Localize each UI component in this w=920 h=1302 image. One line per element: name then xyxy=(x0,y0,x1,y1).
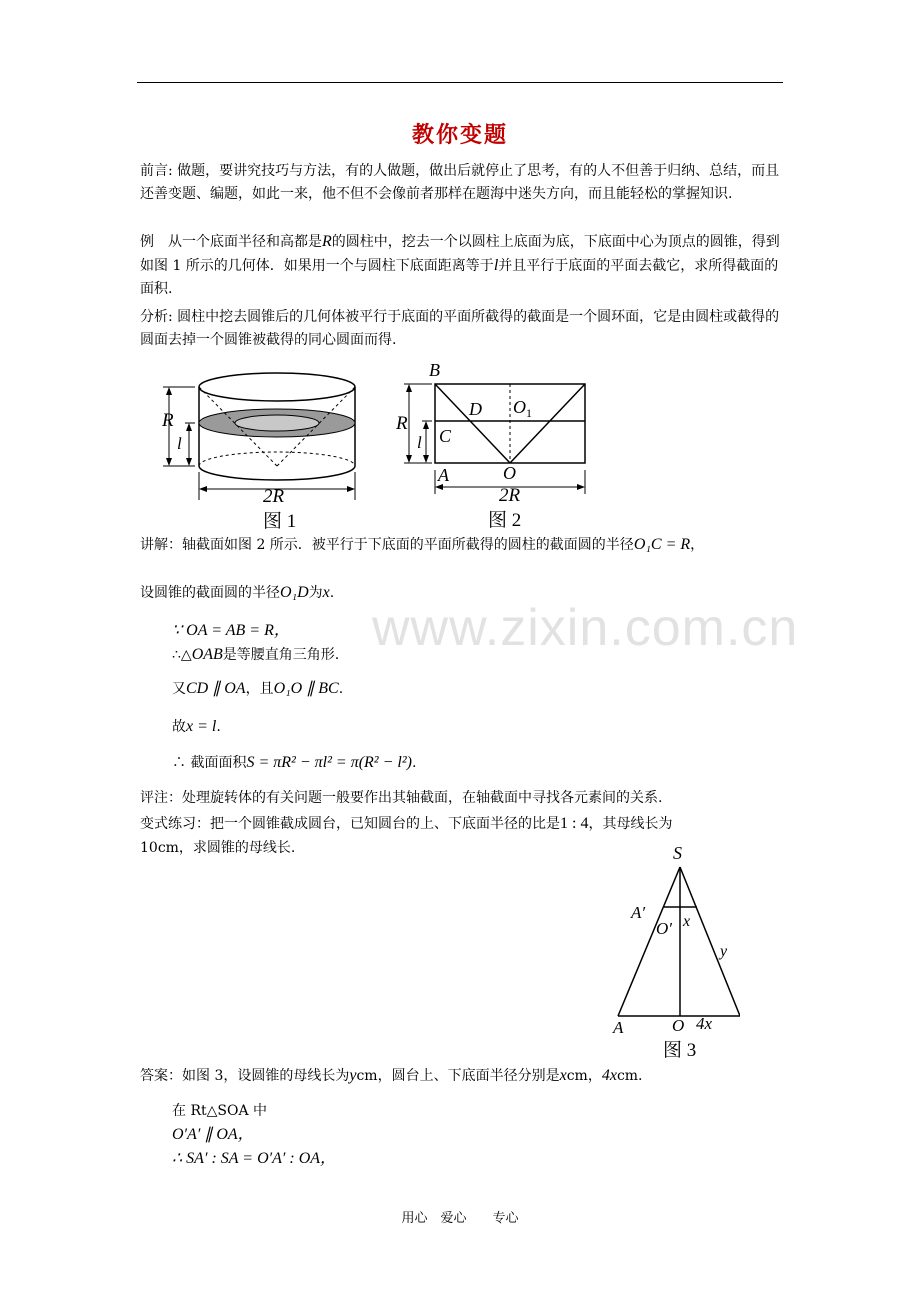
step-4-pre: 故 xyxy=(172,719,186,735)
explain-x: x xyxy=(322,584,330,601)
fig1-R-label: R xyxy=(162,410,174,431)
fig2-A-label: A xyxy=(438,465,449,485)
fig2-O-label: O xyxy=(503,463,516,483)
example-l: l xyxy=(493,257,499,274)
step-2-math: OAB xyxy=(191,646,223,663)
rt-line-3-math: ∴ SA′ : SA = O′A′ : OA， xyxy=(172,1150,337,1167)
explain-text-2b: 为 xyxy=(308,585,323,601)
example-text-1: 例 从一个底面半径和高都是 xyxy=(140,234,322,250)
step-4: 故x = l. xyxy=(172,718,221,735)
fig1-caption: 图 1 xyxy=(263,511,297,532)
fig3-y-label: y xyxy=(720,943,728,960)
page-title: 教你变题 xyxy=(411,122,508,148)
explain-math-1: O₁C = R xyxy=(633,536,691,553)
step-2 xyxy=(172,644,339,666)
fig3-caption: 图 3 xyxy=(663,1040,697,1061)
step-4-math: x = l xyxy=(186,718,217,735)
answer-y: y xyxy=(349,1067,357,1084)
rt-line-3 xyxy=(172,1148,336,1170)
fig1-l-label: l xyxy=(177,434,182,453)
fig2-base-label: 2R xyxy=(499,485,521,506)
explain-line-2: 设圆锥的截面圆的半径O₁D为x. xyxy=(140,584,335,601)
fig3-A-prime-label: A′ xyxy=(631,903,646,922)
header-rule xyxy=(137,82,783,83)
answer-mid-1: cm，圆台上、下底面半径分别是 xyxy=(356,1068,560,1084)
step-3-math-2: O₁O ∥ BC xyxy=(273,680,339,697)
fig2-caption: 图 2 xyxy=(488,510,522,531)
example-text-2: 的圆柱中，挖去一个以圆柱上底面为底，下底面中心为顶点的圆锥，得到如图 1 所示的几何体．如果用一个与圆柱下底面距离等于 xyxy=(140,234,780,274)
variant-text-2: ，其母线长为 xyxy=(588,816,673,832)
step-3-pre: 又 xyxy=(172,681,186,697)
example-paragraph xyxy=(140,230,790,301)
fig2-O1-subscript: 1 xyxy=(526,406,532,420)
fig1-base-label: 2R xyxy=(263,486,285,507)
fig2-R-label: R xyxy=(396,413,408,434)
fig3-x-label: x xyxy=(683,913,691,930)
rt-line-2 xyxy=(172,1124,254,1146)
explain-line-1: 讲解：轴截面如图 2 所示．被平行于下底面的平面所截得的圆柱的截面圆的半径O₁C = R， xyxy=(140,536,705,553)
answer-end: cm. xyxy=(616,1068,643,1084)
fig2-O1-letter: O xyxy=(513,397,526,417)
figure-3 xyxy=(600,840,740,1062)
fig3-S-label: S xyxy=(673,843,682,863)
analysis-paragraph: 分析: 圆柱中挖去圆锥后的几何体被平行于底面的平面所截得的截面是一个圆环面，它是由圆柱或截得的圆面去掉一个圆锥被截得的同心圆面而得. xyxy=(140,309,780,348)
figure-1 xyxy=(155,368,365,534)
explain-text-2: 设圆锥的截面圆的半径 xyxy=(140,585,280,601)
example-text-3: 并且平行于底面的平面去截它，求所得截面的面积. xyxy=(140,258,779,297)
fig3-O-label: O xyxy=(672,1016,685,1035)
fig3-A-label: A xyxy=(613,1018,624,1037)
variant-text: 变式练习：把一个圆锥截成圆台，已知圆台的上、下底面半径的比是 xyxy=(140,816,560,832)
step-2-pre: ∴△ xyxy=(172,647,192,663)
answer-line xyxy=(140,1065,643,1087)
fig2-C-label: C xyxy=(439,426,452,446)
example-R: R xyxy=(322,233,332,250)
step-5: ∴ 截面面积S = πR² − πl² = π(R² − l²). xyxy=(172,754,417,771)
fig2-D-label: D xyxy=(469,399,482,419)
step-5-math: S = πR² − πl² = π(R² − l²) xyxy=(246,754,412,771)
watermark: www.zixin.com.cn xyxy=(372,599,799,657)
step-1 xyxy=(172,620,290,642)
step-5-pre: ∴ 截面面积 xyxy=(172,755,247,771)
fig2-O1-label xyxy=(513,397,532,420)
preface-paragraph: 前言: 做题，要讲究技巧与方法，有的人做题，做出后就停止了思考，有的人不但善于归纳、总结，而且还善变题、编题，如此一来，他不但不会像前者那样在题海中迷失方向，而且能轻松的掌握知识. xyxy=(140,163,780,202)
rt-line-1: 在 Rt△SOA 中 xyxy=(172,1103,268,1119)
rt-line-2-math: O′A′ ∥ OA， xyxy=(172,1126,254,1143)
page-footer: 用心 爱心 专心 xyxy=(401,1211,519,1226)
step-2-post: 是等腰直角三角形. xyxy=(222,647,340,663)
variant-line-2: 10cm，求圆锥的母线长. xyxy=(140,840,296,856)
fig2-B-label: B xyxy=(429,360,440,380)
step-3: 又CD ∥ OA，且O₁O ∥ BC. xyxy=(172,680,344,697)
comment-line: 评注：处理旋转体的有关问题一般要作出其轴截面，在轴截面中寻找各元素间的关系. xyxy=(140,790,663,806)
answer-4x: 4x xyxy=(601,1067,617,1084)
fig3-4x-label: 4x xyxy=(696,1014,713,1033)
step-3-math-1: CD ∥ OA xyxy=(186,680,246,697)
variant-line-1 xyxy=(140,813,672,835)
answer-pre: 答案：如图 3，设圆锥的母线长为 xyxy=(140,1068,350,1084)
variant-ratio: 1 : 4 xyxy=(560,815,589,832)
answer-x: x xyxy=(559,1067,567,1084)
explain-text-1: 讲解：轴截面如图 2 所示．被平行于下底面的平面所截得的圆柱的截面圆的半径 xyxy=(140,537,634,553)
answer-mid-2: cm， xyxy=(566,1068,602,1084)
step-3-mid: ，且 xyxy=(245,681,274,697)
fig2-l-label: l xyxy=(417,433,422,452)
figure-2 xyxy=(392,360,602,532)
explain-math-2: O₁D xyxy=(280,584,309,601)
step-1-math: ∵ OA = AB = R， xyxy=(172,622,290,639)
fig3-O-prime-label: O′ xyxy=(656,919,672,938)
